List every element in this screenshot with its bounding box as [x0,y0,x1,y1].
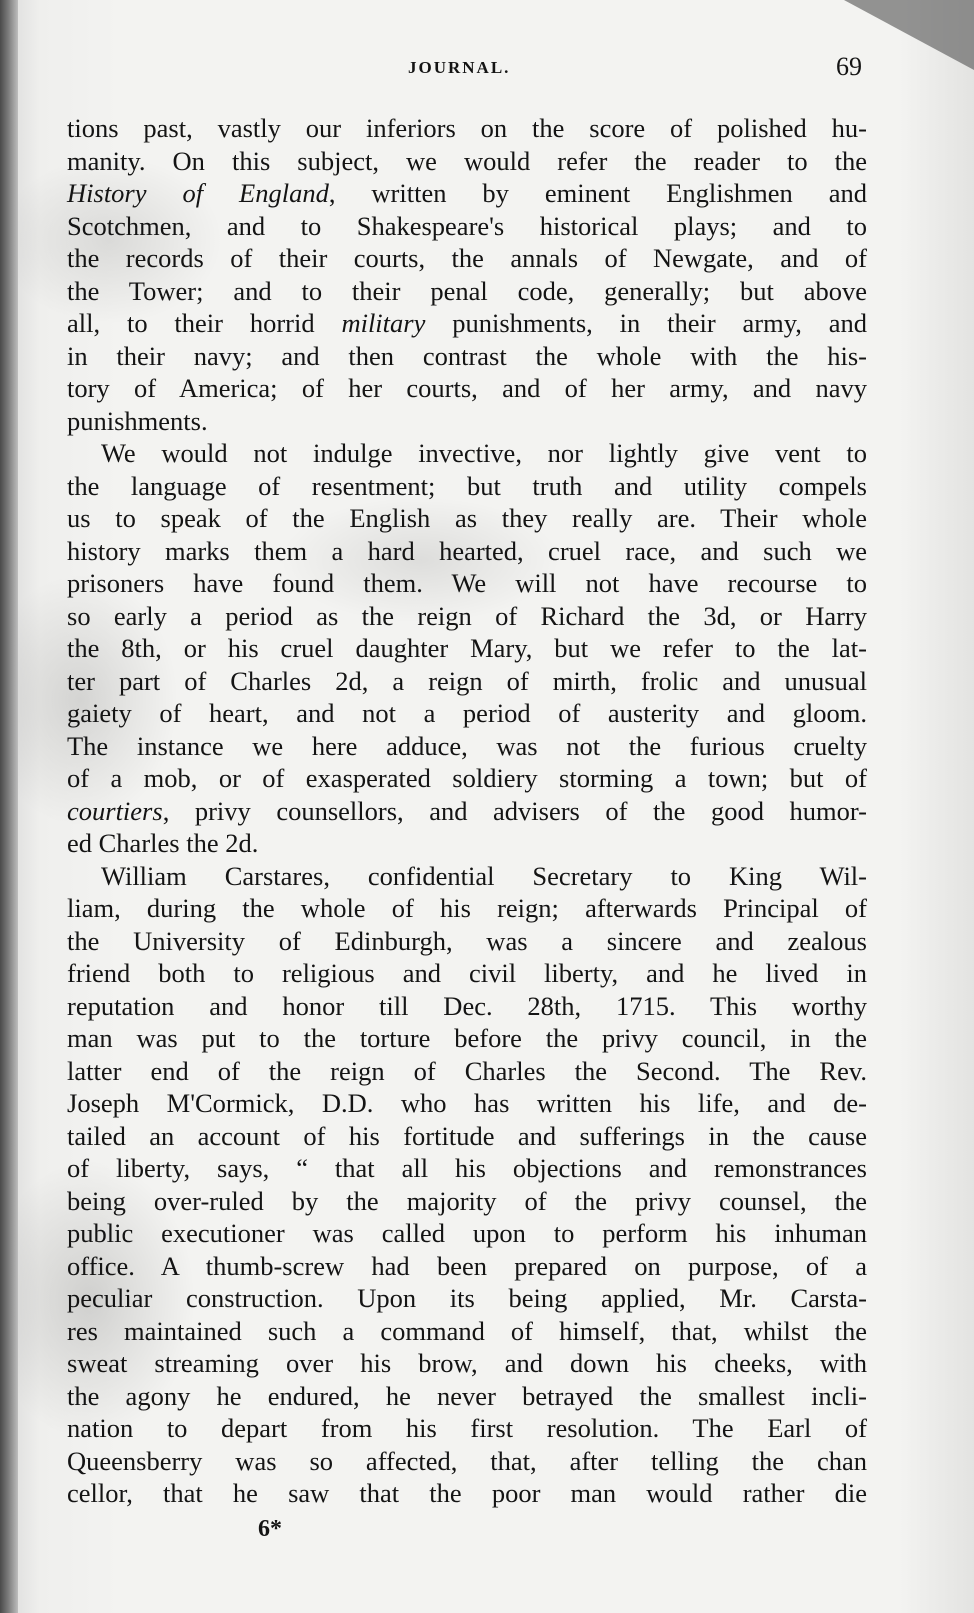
text-line: of a mob, or of exasperated soldiery storming a town; but of [67,763,867,793]
paragraph-start-line: William Carstares, confidential Secretary to King Wil- [101,860,867,891]
text-line: latter end of the reign of Charles the Second. The Rev. [67,1055,867,1086]
text-line: so early a period as the reign of Richard the 3d, or Harry [67,600,867,631]
text-line: The instance we here adduce, was not the furious cruelty [67,730,867,761]
text-line: manity. On this subject, we would refer the reader to the [67,145,867,176]
text-line: Joseph M'Cormick, D.D. who has written his life, and de- [67,1088,867,1118]
text-line: the language of resentment; but truth and utility compels [67,470,867,501]
text-line: history marks them a hard hearted, cruel race, and such we [67,535,867,566]
text-line: res maintained such a command of himself, that, whilst the [67,1315,867,1346]
text-line: public executioner was called upon to perform his inhuman [67,1218,867,1248]
running-header [0,52,974,88]
text-line: prisoners have found them. We will not have recourse to [67,568,867,598]
paragraph-end-line: punishments. [67,405,208,436]
text-line: liam, during the whole of his reign; afterwards Principal of [67,893,867,923]
paragraph-end-line: ed Charles the 2d. [67,828,259,858]
text-line: cellor, that he saw that the poor man would rather die [67,1478,867,1508]
running-title: JOURNAL. [408,58,511,77]
text-line: reputation and honor till Dec. 28th, 1715. This worthy [67,990,867,1021]
signature-mark: 6* [258,1516,282,1542]
text-line: office. A thumb-screw had been prepared on purpose, of a [67,1250,867,1281]
text-line: History of England, written by eminent Englishmen and [67,178,867,208]
text-line: sweat streaming over his brow, and down his cheeks, with [67,1348,867,1378]
text-line: man was put to the torture before the privy council, in the [67,1023,867,1053]
text-line: all, to their horrid military punishments, in their army, and [67,308,867,338]
text-line: tailed an account of his fortitude and sufferings in the cause [67,1120,867,1151]
text-line: Scotchmen, and to Shakespeare's historical plays; and to [67,210,867,241]
text-line: the agony he endured, he never betrayed the smallest incli- [67,1380,867,1411]
text-line: ter part of Charles 2d, a reign of mirth, frolic and unusual [67,665,867,696]
text-line: gaiety of heart, and not a period of austerity and gloom. [67,698,867,728]
text-line: tory of America; of her courts, and of her army, and navy [67,373,867,403]
text-line: friend both to religious and civil liberty, and he lived in [67,958,867,988]
italic-emphasis: military [341,308,426,338]
text-line: nation to depart from his first resolution. The Earl of [67,1413,867,1443]
text-line: us to speak of the English as they really are. Their whole [67,503,867,533]
paragraph-start-line: We would not indulge invective, nor lightly give vent to [101,438,867,468]
book-binding-edge [0,0,18,1613]
text-line: the University of Edinburgh, was a sincere and zealous [67,925,867,956]
page-number: 69 [836,52,862,81]
body-text [67,112,867,1510]
text-line: Queensberry was so affected, that, after telling the chan [67,1445,867,1476]
text-line: courtiers, privy counsellors, and advisers of the good humor- [67,795,867,826]
text-line: of liberty, says, “ that all his objections and remonstrances [67,1153,867,1183]
text-line: peculiar construction. Upon its being applied, Mr. Carsta- [67,1283,867,1313]
text-line: being over-ruled by the majority of the privy counsel, the [67,1185,867,1216]
text-line: tions past, vastly our inferiors on the score of polished hu- [67,113,867,143]
text-line: the Tower; and to their penal code, generally; but above [67,275,867,306]
italic-emphasis: courtiers [67,795,163,826]
text-line: the 8th, or his cruel daughter Mary, but we refer to the lat- [67,633,867,663]
text-line: in their navy; and then contrast the whole with the his- [67,340,867,371]
text-line: the records of their courts, the annals of Newgate, and of [67,243,867,273]
italic-emphasis: History of England [67,178,329,208]
